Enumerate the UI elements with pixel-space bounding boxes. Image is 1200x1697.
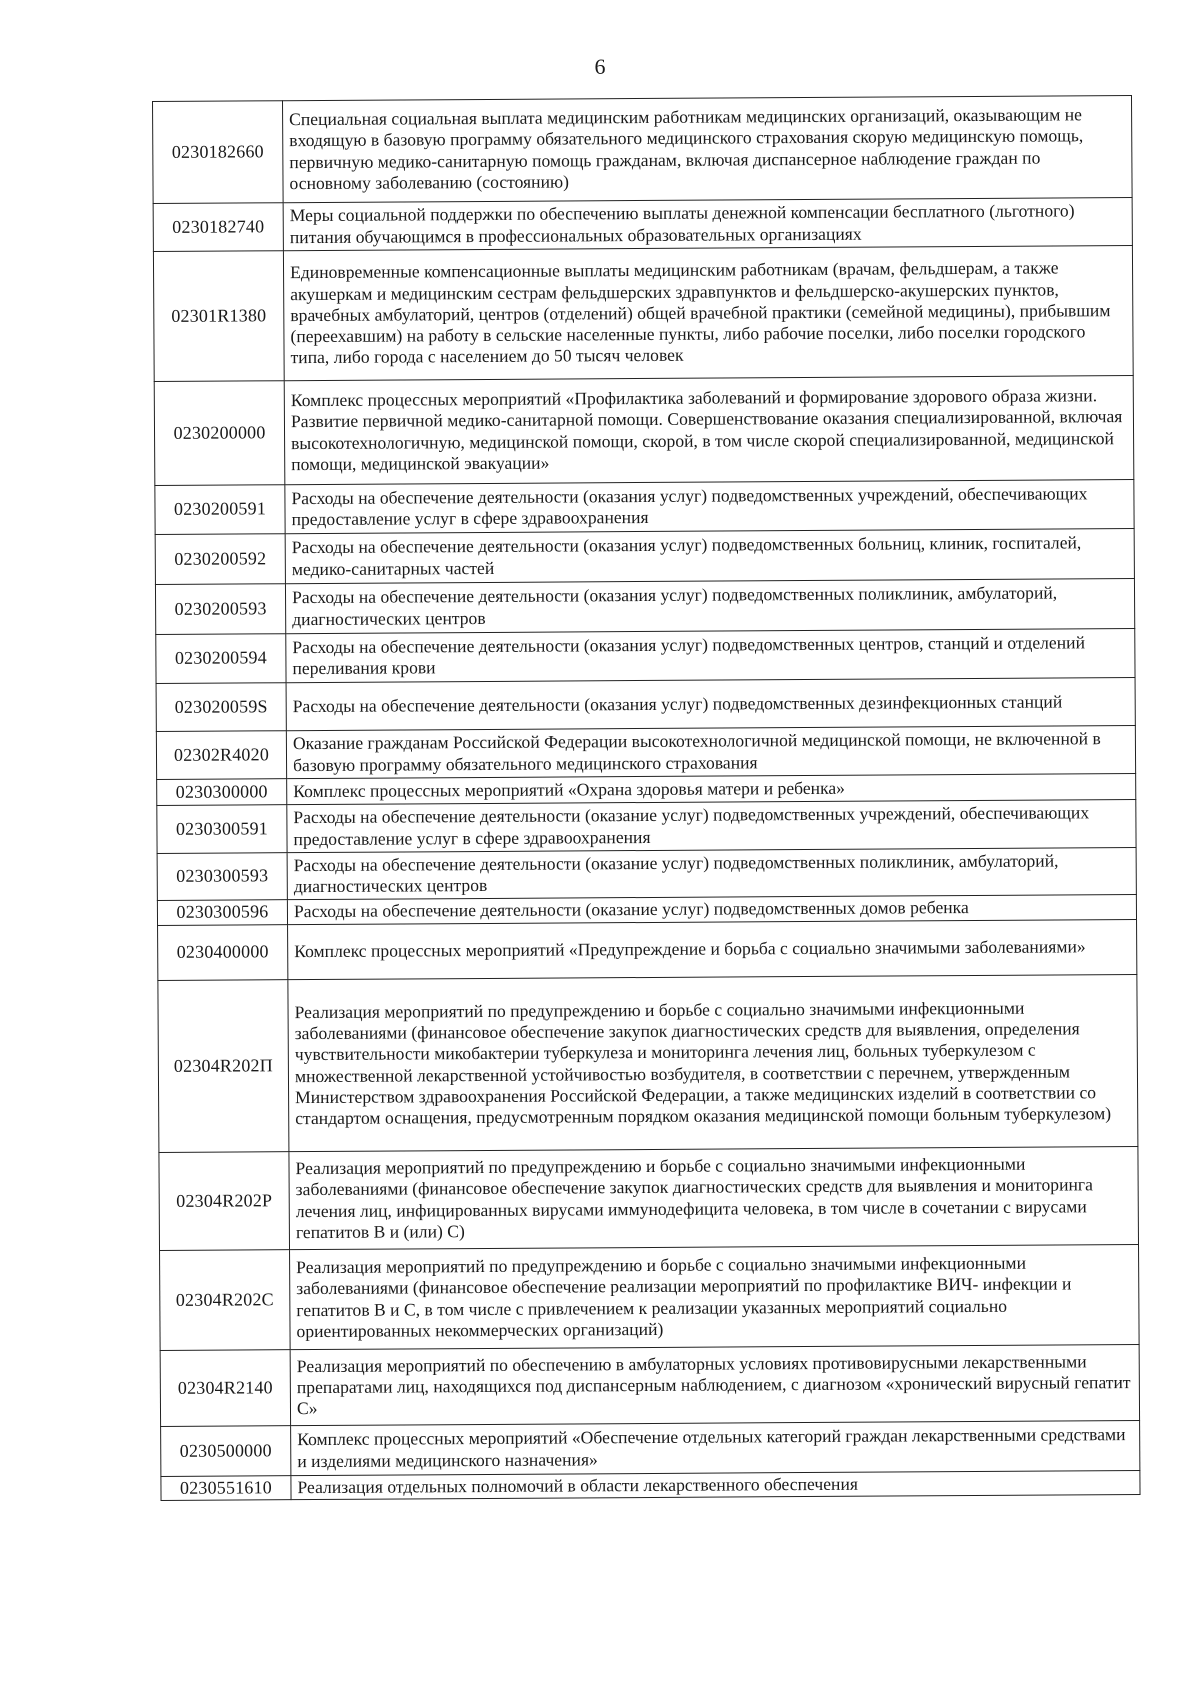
row-code: 02304R202П (158, 980, 289, 1153)
row-code: 0230300593 (157, 853, 287, 901)
table-row (161, 1470, 1140, 1500)
row-description: Расходы на обеспечение деятельности (оказания услуг) подведомственных центров, станций и отделений переливания крови (286, 629, 1135, 683)
row-code: 0230400000 (158, 925, 288, 981)
table-row (153, 198, 1132, 252)
row-description: Расходы на обеспечение деятельности (оказания услуг) подведомственных поликлиник, амбулаторий, диагностических центров (285, 579, 1134, 634)
table-row (154, 376, 1134, 486)
row-description: Расходы на обеспечение деятельности (оказания услуг) подведомственных учреждений, обеспечивающих предоставление услуг в сфере здравоохранения (285, 480, 1134, 534)
row-description: Оказание гражданам Российской Федерации высокотехнологичной медицинской помощи, не включенной в базовую программу обязательного медицинского страхования (286, 726, 1135, 779)
row-description: Расходы на обеспечение деятельности (оказание услуг) подведомственных поликлиник, амбулаторий, диагностических центров (287, 848, 1136, 900)
table-row (159, 1146, 1139, 1250)
row-description: Единовременные компенсационные выплаты медицинским работникам (врачам, фельдшерам, а также акушеркам и медицинским сестрам фельдшерских здравпунктов и фельдшерско-акушерских пунктов, врачебных амбулаторий, центров (отделений) общей врачебной практики (семейной медицины), прибывшим (переехавшим) на работу в сельские населенные пункты, либо рабочие поселки, либо поселки городского типа, либо города с населением до 50 тысяч человек (283, 246, 1133, 381)
row-code: 0230551610 (161, 1476, 291, 1501)
row-description: Реализация отдельных полномочий в области лекарственного обеспечения (291, 1470, 1140, 1499)
row-description: Расходы на обеспечение деятельности (оказание услуг) подведомственных учреждений, обеспечивающих предоставление услуг в сфере здравоохранения (287, 800, 1136, 853)
table-row (156, 726, 1135, 780)
row-code: 0230200591 (155, 485, 285, 535)
row-code: 02304R2140 (160, 1350, 290, 1427)
row-code: 0230300000 (157, 779, 287, 806)
table-row (160, 1344, 1139, 1426)
row-code: 0230182660 (153, 101, 284, 204)
row-description: Комплекс процессных мероприятий «Предупреждение и борьба с социально значимыми заболеваниями» (288, 920, 1137, 980)
row-description: Комплекс процессных мероприятий «Профилактика заболеваний и формирование здорового образа жизни. Развитие первичной медико-санитарной помощи. Совершенствование оказания специализированной, включая высокотехнологичную, медицинской помощи, скорой, в том числе скорой специализированной, медицинской помощи, медицинской эвакуации» (284, 376, 1134, 485)
row-description: Расходы на обеспечение деятельности (оказание услуг) подведомственных домов ребенка (287, 895, 1136, 925)
row-code: 02304R202Р (159, 1152, 290, 1251)
table-row (153, 246, 1133, 382)
row-code: 02302R4020 (156, 731, 286, 780)
table-row (153, 96, 1133, 204)
row-code: 0230200592 (155, 534, 285, 585)
budget-classification-table (152, 95, 1141, 1501)
table-row (160, 1244, 1140, 1350)
table-row (155, 480, 1134, 535)
row-description: Специальная социальная выплата медицинским работникам медицинских организаций, оказывающим не входящую в базовую программу обязательного медицинского страхования скорую медицинскую помощь, первичную медико-санитарную помощь гражданам, включая диспансерное наблюдение граждан по основному заболеванию (состоянию) (283, 96, 1133, 203)
table-row (157, 848, 1136, 901)
row-description: Расходы на обеспечение деятельности (оказания услуг) подведомственных дезинфекционных станций (286, 678, 1135, 731)
row-description: Реализация мероприятий по предупреждению и борьбе с социально значимыми инфекционными заболеваниями (финансовое обеспечение закупок диагностических средств для выявления и мониторинга лечения лиц, инфицированных вирусами иммунодефицита человека, в том числе в сочетании с вирусами гепатитов В и (или) С) (289, 1146, 1139, 1249)
row-description: Комплекс процессных мероприятий «Охрана здоровья матери и ребенка» (287, 774, 1136, 805)
row-code: 0230200594 (156, 634, 286, 684)
page-number: 6 (594, 54, 606, 79)
row-code: 0230300596 (157, 900, 287, 926)
row-code: 0230500000 (161, 1426, 291, 1477)
table-row (156, 629, 1135, 684)
table-row (158, 975, 1138, 1153)
table-row (155, 579, 1134, 635)
row-code: 0230182740 (153, 203, 283, 252)
table-row (156, 678, 1135, 732)
table-row (161, 1420, 1140, 1476)
row-code: 0230200593 (155, 584, 285, 635)
table-row (157, 800, 1136, 854)
table-row (158, 920, 1137, 981)
row-code: 02304R202С (160, 1250, 291, 1351)
table-row (155, 529, 1134, 585)
row-code: 023020059S (156, 683, 286, 732)
row-description: Реализация мероприятий по обеспечению в амбулаторных условиях противовирусными лекарственными препаратами лиц, находящихся под диспансерным наблюдением, с диагнозом «хронический вирусный гепатит С» (290, 1344, 1139, 1425)
row-description: Расходы на обеспечение деятельности (оказания услуг) подведомственных больниц, клиник, госпиталей, медико-санитарных частей (285, 529, 1134, 584)
row-code: 0230200000 (154, 381, 285, 486)
row-description: Комплекс процессных мероприятий «Обеспечение отдельных категорий граждан лекарственными средствами и изделиями медицинского назначения» (291, 1420, 1140, 1475)
row-code: 0230300591 (157, 805, 287, 854)
row-description: Меры социальной поддержки по обеспечению выплаты денежной компенсации бесплатного (льготного) питания обучающимся в профессиональных образовательных организациях (283, 198, 1132, 251)
row-code: 02301R1380 (153, 251, 284, 382)
row-description: Реализация мероприятий по предупреждению и борьбе с социально значимыми инфекционными заболеваниями (финансовое обеспечение закупок диагностических средств для выявления, определения чувствительности микобактерии туберкулеза и мониторинга лечения лиц, больных туберкулезом с множественной лекарственной устойчивостью возбудителя, в соответствии с перечнем, утвержденным Министерством здравоохранения Российской Федерации, а также медицинских изделий в соответствии со стандартом оснащения, предусмотренным порядком оказания медицинской помощи больным туберкулезом) (288, 975, 1138, 1152)
row-description: Реализация мероприятий по предупреждению и борьбе с социально значимыми инфекционными заболеваниями (финансовое обеспечение реализации мероприятий по профилактике ВИЧ- инфекции и гепатитов В и С, в том числе с привлечением к реализации указанных мероприятий социально ориентированных некоммерческих организаций) (290, 1244, 1140, 1349)
